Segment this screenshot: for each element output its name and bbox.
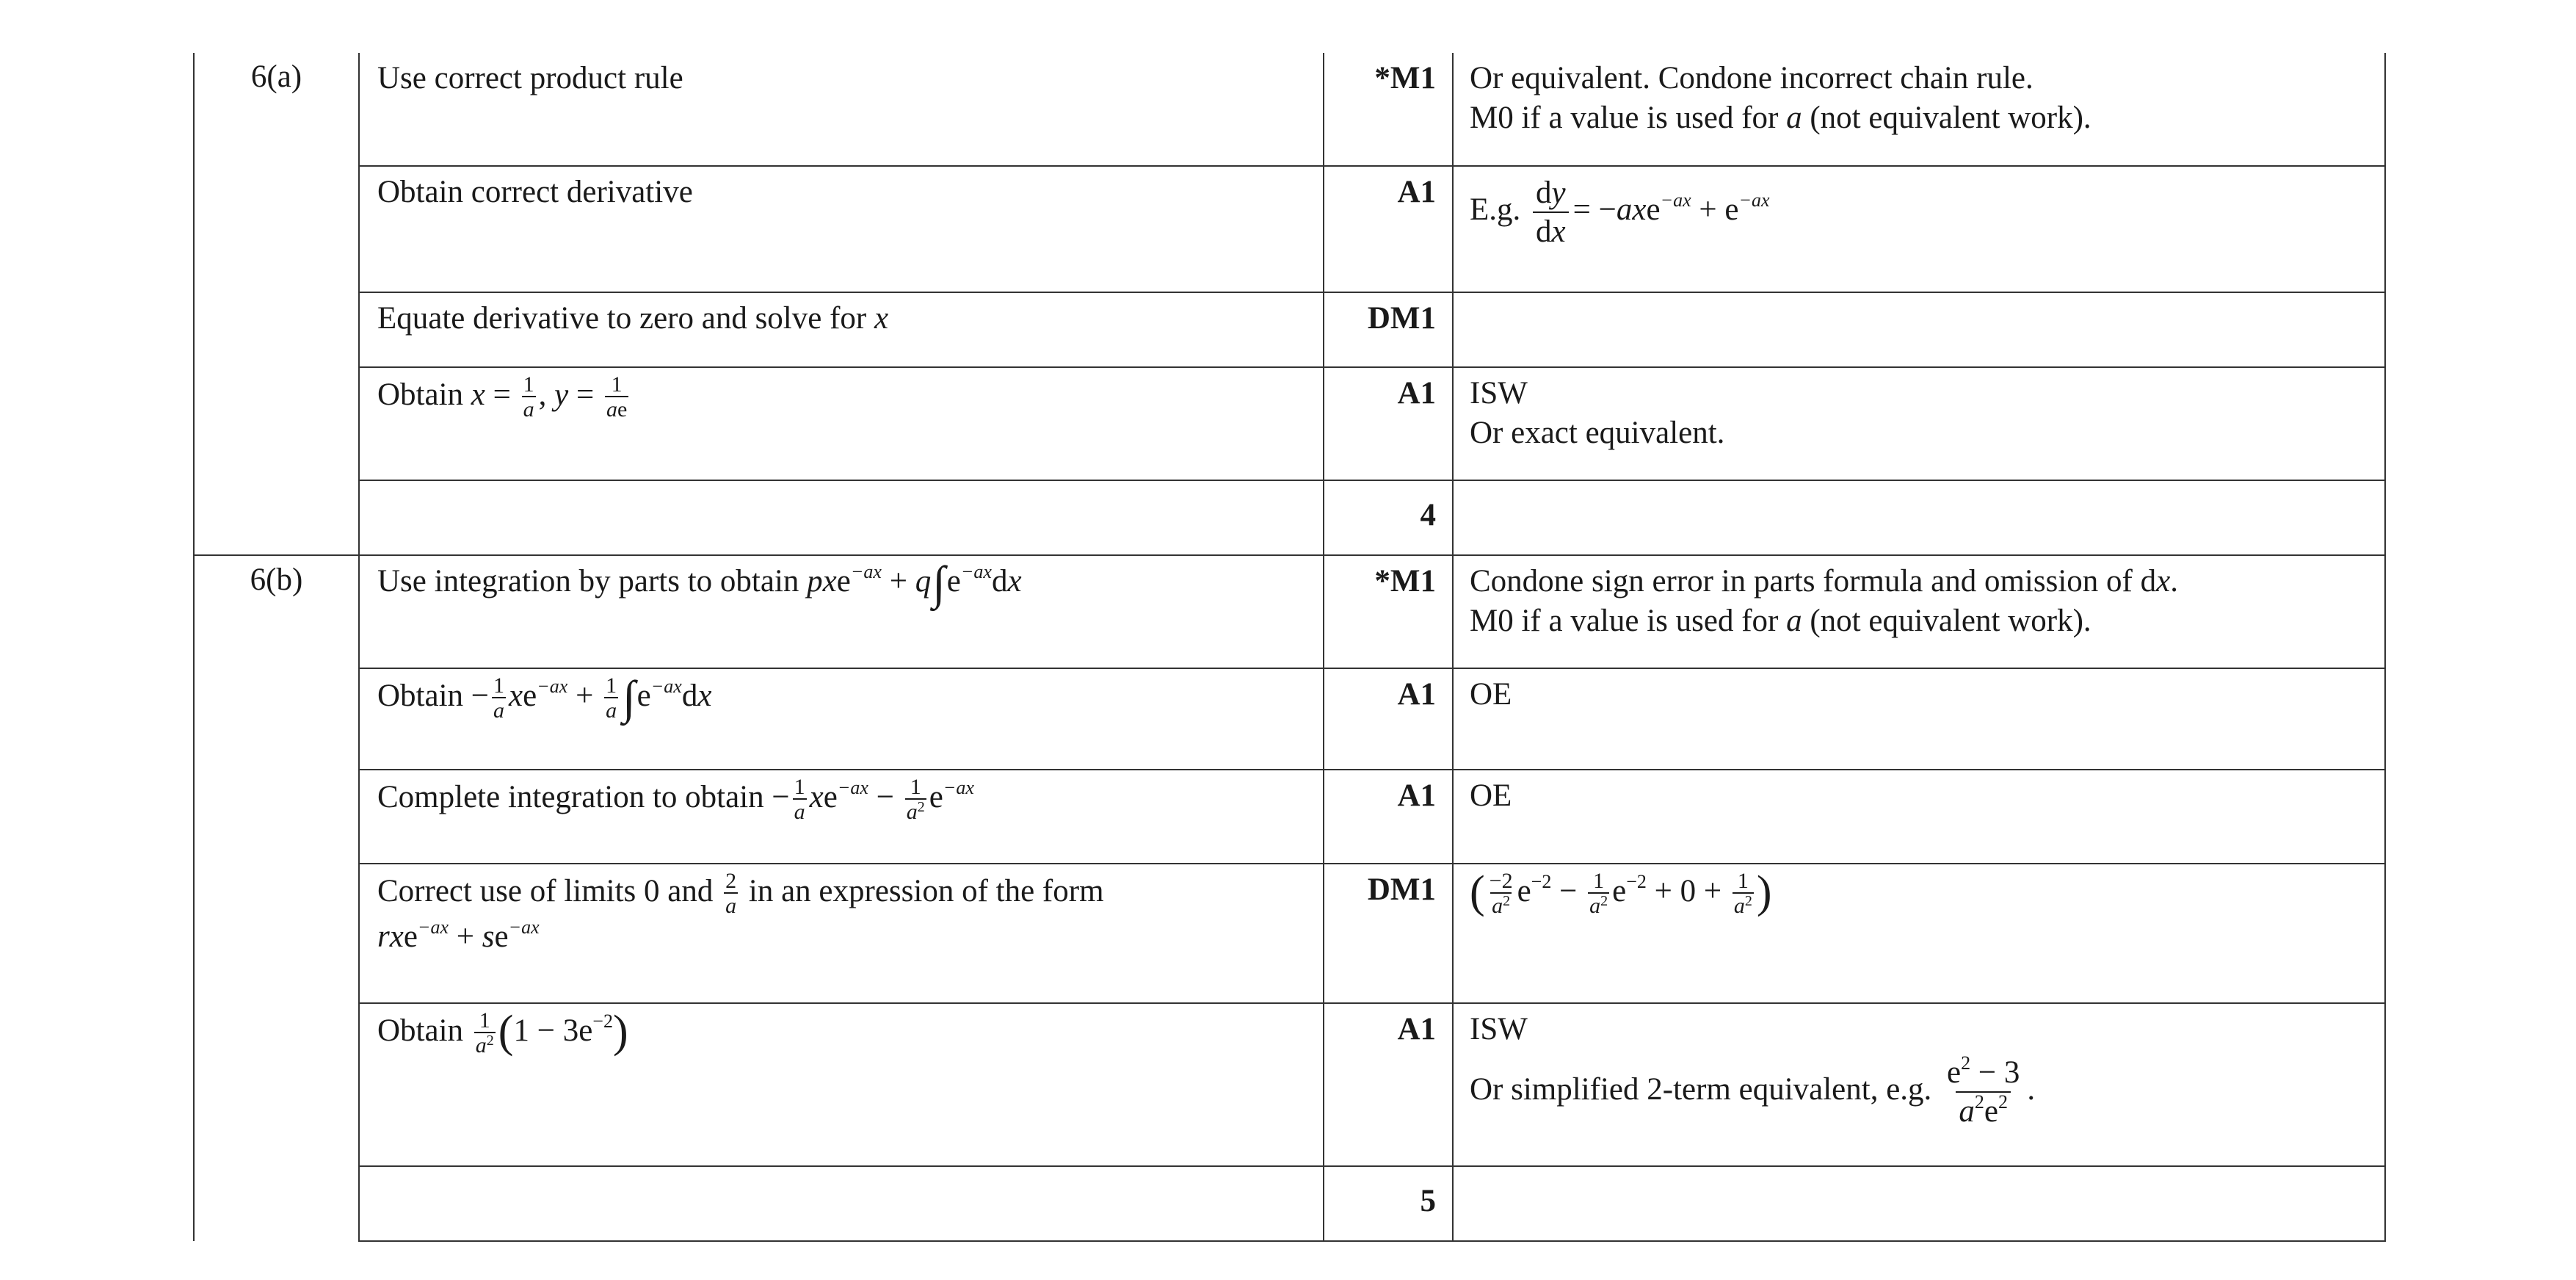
table-row [194, 1003, 2385, 1166]
guidance-cell: Condone sign error in parts formula and omission of dx. M0 if a value is used for a (not equivalent work). [1453, 555, 2385, 668]
table-row [194, 555, 2385, 668]
table-row [194, 166, 2385, 292]
guidance-cell: E.g. $\frac{dy}{dx}$ = $-axe^{-ax} + e^{-ax}$ [1453, 166, 2385, 292]
total-marks-6a: 4 [1324, 480, 1453, 555]
guidance-cell: ISW Or simplified 2-term equivalent, e.g. $\frac{e^2 - 3}{a^2e^2}$ . [1453, 1003, 2385, 1166]
table-row [194, 53, 2385, 166]
table-row [194, 668, 2385, 770]
guidance-cell: Or equivalent. Condone incorrect chain rule. M0 if a value is used for a (not equivalent work). [1453, 53, 2385, 166]
answer-cell: Equate derivative to zero and solve for x [359, 292, 1324, 367]
guidance-cell: ISW Or exact equivalent. [1453, 367, 2385, 480]
guidance-cell: ( $\frac{-2}{a^2}$ $e^{-2}$ − $\frac{1}{a^2}$ $e^{-2} + 0$ + $\frac{1}{a^2}$ ) [1453, 864, 2385, 1003]
mark-cell: A1 [1324, 668, 1453, 770]
mark-cell: DM1 [1324, 864, 1453, 1003]
table-row [194, 367, 2385, 480]
mark-cell: A1 [1324, 1003, 1453, 1166]
question-label-6a: 6(a) [194, 53, 359, 555]
answer-cell: Obtain $\frac{1}{a^2}$ $(1 - 3e^{-2})$ [359, 1003, 1324, 1166]
mark-cell: *M1 [1324, 555, 1453, 668]
table-row [194, 480, 2385, 555]
mark-cell: *M1 [1324, 53, 1453, 166]
table-row [194, 864, 2385, 1003]
mark-cell: A1 [1324, 770, 1453, 864]
guidance-cell [1453, 292, 2385, 367]
guidance-cell: OE [1453, 770, 2385, 864]
table-row [194, 1166, 2385, 1241]
answer-cell: Obtain correct derivative [359, 166, 1324, 292]
mark-cell: A1 [1324, 367, 1453, 480]
table-row [194, 292, 2385, 367]
answer-cell: Complete integration to obtain − $\frac{1}{a}$ $xe^{-ax}$ − $\frac{1}{a^2}$ $e^{-ax}$ [359, 770, 1324, 864]
mark-cell: A1 [1324, 166, 1453, 292]
table-row [194, 770, 2385, 864]
total-marks-6b: 5 [1324, 1166, 1453, 1241]
answer-cell: Correct use of limits 0 and $\frac{2}{a}$ in an expression of the form $rxe^{-ax} + se^{-ax}$ [359, 864, 1324, 1003]
mark-cell: DM1 [1324, 292, 1453, 367]
question-label-6b: 6(b) [194, 555, 359, 1241]
mark-scheme-table [193, 53, 2386, 1242]
guidance-cell: OE [1453, 668, 2385, 770]
answer-cell: Obtain x = $\frac{1}{a}$ , y = $\frac{1}{ae}$ [359, 367, 1324, 480]
answer-cell: Use correct product rule [359, 53, 1324, 166]
answer-cell: Use integration by parts to obtain $pxe^{-ax} + q\int e^{-ax}dx$ [359, 555, 1324, 668]
answer-cell: Obtain − $\frac{1}{a}$ $xe^{-ax}$ + $\frac{1}{a}$ $\int e^{-ax}dx$ [359, 668, 1324, 770]
